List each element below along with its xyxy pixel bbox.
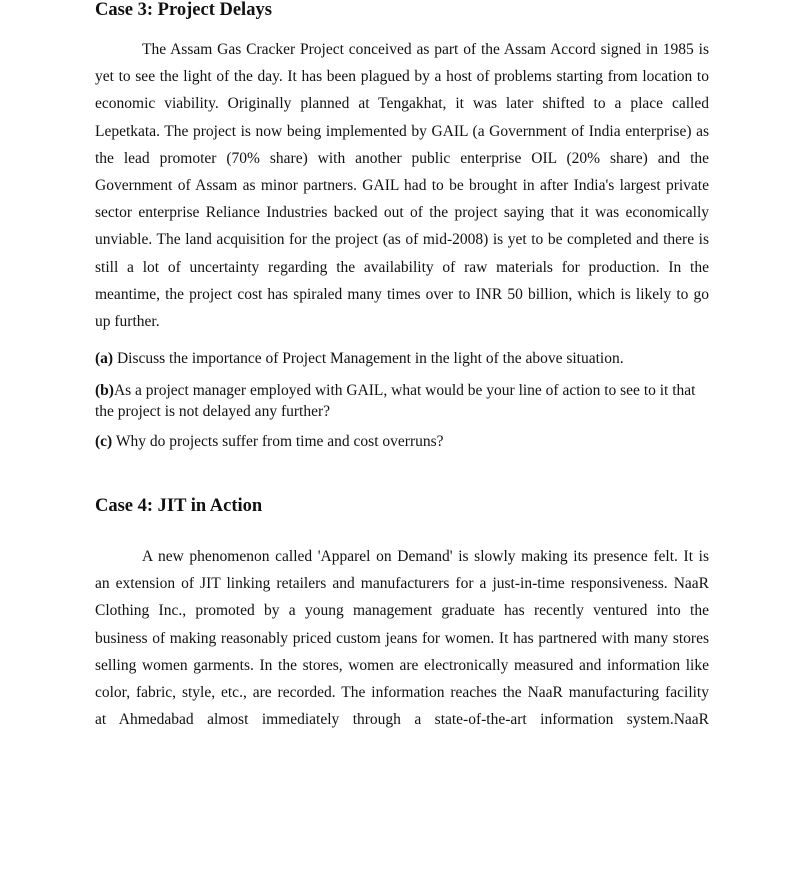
paragraph-line: business of making reasonably priced custom jeans for women. It has partnered with many stores [95,629,709,647]
paragraph-line: unviable. The land acquisition for the project (as of mid-2008) is yet to be completed and there is [95,231,709,249]
paragraph-line: color, fabric, style, etc., are recorded. The information reaches the NaaR manufacturing facility [95,683,709,701]
case3-paragraph [95,36,709,335]
question-text: Why do projects suffer from time and cost overruns? [115,433,444,450]
question-a [95,348,709,369]
paragraph-line: at Ahmedabad almost immediately through a state-of-the-art information system.NaaR [95,711,709,729]
paragraph-line: A new phenomenon called 'Apparel on Demand' is slowly making its presence felt. It is [142,548,709,565]
paragraph-line: still a lot of uncertainty regarding the availability of raw materials for production. In the [95,258,709,276]
paragraph-line: sector enterprise Reliance Industries backed out of the project saying that it was economically [95,204,709,222]
paragraph-line: The Assam Gas Cracker Project conceived as part of the Assam Accord signed in 1985 is [142,41,709,58]
question-label: (b) [95,382,114,399]
question-c [95,431,709,452]
paragraph-line: Clothing Inc., promoted by a young management graduate has recently ventured into the [95,602,709,620]
question-text: As a project manager employed with GAIL, what would be your line of action to see to it that the project is not delayed any further? [95,382,696,420]
paragraph-line: yet to see the light of the day. It has been plagued by a host of problems starting from location to [95,68,709,86]
paragraph-line: economic viability. Originally planned at Tengakhat, it was later shifted to a place called [95,95,709,113]
paragraph-line: meantime, the project cost has spiraled many times over to INR 50 billion, which is likely to go [95,285,709,303]
case4-paragraph [95,543,709,733]
question-label: (c) [95,433,113,450]
case3-title: Case 3: Project Delays [95,0,272,20]
case4-title: Case 4: JIT in Action [95,496,263,516]
question-b [95,380,709,422]
question-label: (a) [95,350,114,367]
paragraph-line: up further. [95,312,160,330]
paragraph-line: an extension of JIT linking retailers and manufacturers for a just-in-time responsiveness. NaaR [95,575,709,593]
paragraph-line: selling women garments. In the stores, women are electronically measured and information like [95,656,709,674]
question-text: Discuss the importance of Project Management in the light of the above situation. [116,350,624,367]
paragraph-line: Government of Assam as minor partners. GAIL had to be brought in after India's largest private [95,176,709,194]
paragraph-line: Lepetkata. The project is now being implemented by GAIL (a Government of India enterprise) as [95,122,709,140]
paragraph-line: the lead promoter (70% share) with another public enterprise OIL (20% share) and the [95,149,709,167]
